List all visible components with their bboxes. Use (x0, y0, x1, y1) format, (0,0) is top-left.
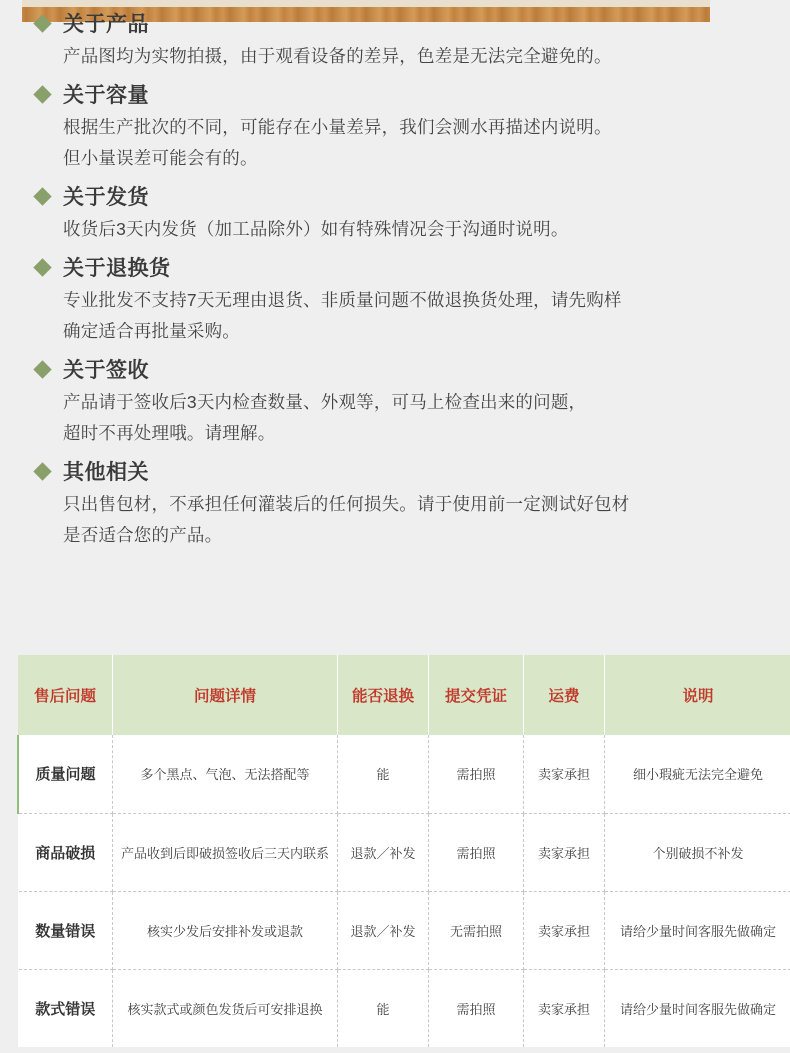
table-cell-proof: 需拍照 (429, 813, 524, 891)
table-cell-shipping: 卖家承担 (524, 969, 605, 1047)
table-body (18, 735, 790, 1047)
note-header (36, 352, 768, 386)
table-cell-note: 请给少量时间客服先做确定 (605, 969, 790, 1047)
table-cell-issue: 质量问题 (18, 735, 113, 813)
table-cell-detail: 产品收到后即破损签收后三天内联系 (113, 813, 338, 891)
table-header-row (18, 655, 790, 735)
table-cell-issue: 商品破损 (18, 813, 113, 891)
note-block (0, 179, 790, 248)
diamond-bullet-icon (33, 462, 51, 480)
note-body (36, 284, 768, 350)
table-cell-returnable: 能 (338, 969, 429, 1047)
diamond-bullet-icon (33, 14, 51, 32)
diamond-bullet-icon (33, 85, 51, 103)
table-cell-returnable: 能 (338, 735, 429, 813)
table-cell-detail: 核实少发后安排补发或退款 (113, 891, 338, 969)
table-cell-returnable: 退款／补发 (338, 891, 429, 969)
note-title: 关于容量 (63, 84, 149, 107)
note-header (36, 6, 768, 40)
note-title: 关于签收 (63, 359, 149, 382)
table-header-cell: 说明 (605, 655, 790, 735)
note-body (36, 213, 768, 248)
table-cell-returnable: 退款／补发 (338, 813, 429, 891)
note-body (36, 111, 768, 177)
table-cell-note: 个别破损不补发 (605, 813, 790, 891)
table-cell-proof: 无需拍照 (429, 891, 524, 969)
note-body (36, 488, 768, 554)
note-line: 只出售包材，不承担任何灌装后的任何损失。请于使用前一定测试好包材 (63, 494, 630, 514)
note-line: 确定适合再批量采购。 (63, 321, 240, 341)
note-block (0, 352, 790, 452)
note-line: 专业批发不支持7天无理由退货、非质量问题不做退换货处理，请先购样 (63, 290, 622, 310)
aftersale-table-wrap (17, 655, 776, 1047)
table-header-cell: 问题详情 (113, 655, 338, 735)
note-title: 关于产品 (63, 13, 149, 36)
note-body (36, 386, 768, 452)
table-cell-proof: 需拍照 (429, 735, 524, 813)
table-cell-note: 请给少量时间客服先做确定 (605, 891, 790, 969)
note-line: 产品图均为实物拍摄，由于观看设备的差异，色差是无法完全避免的。 (63, 46, 612, 66)
note-header (36, 454, 768, 488)
table-cell-issue: 数量错误 (18, 891, 113, 969)
table-header-cell: 能否退换 (338, 655, 429, 735)
note-block (0, 77, 790, 177)
table-cell-detail: 多个黑点、气泡、无法搭配等 (113, 735, 338, 813)
table-row (18, 969, 790, 1047)
table-cell-issue: 款式错误 (18, 969, 113, 1047)
table-cell-shipping: 卖家承担 (524, 891, 605, 969)
note-line: 根据生产批次的不同，可能存在小量差异，我们会测水再描述内说明。 (63, 117, 612, 137)
table-header-cell: 售后问题 (18, 655, 113, 735)
table-cell-note: 细小瑕疵无法完全避免 (605, 735, 790, 813)
diamond-bullet-icon (33, 187, 51, 205)
table-cell-proof: 需拍照 (429, 969, 524, 1047)
note-header (36, 250, 768, 284)
note-block (0, 6, 790, 75)
note-line: 超时不再处理哦。请理解。 (63, 423, 276, 443)
note-line: 收货后3天内发货（加工品除外）如有特殊情况会于沟通时说明。 (63, 219, 569, 239)
table-row (18, 813, 790, 891)
table-header-cell: 提交凭证 (429, 655, 524, 735)
note-title: 其他相关 (63, 461, 149, 484)
table-row (18, 735, 790, 813)
table-cell-detail: 核实款式或颜色发货后可安排退换 (113, 969, 338, 1047)
table-cell-shipping: 卖家承担 (524, 813, 605, 891)
note-line: 产品请于签收后3天内检查数量、外观等，可马上检查出来的问题， (63, 392, 587, 412)
note-line: 但小量误差可能会有的。 (63, 148, 258, 168)
diamond-bullet-icon (33, 360, 51, 378)
note-header (36, 179, 768, 213)
note-block (0, 250, 790, 350)
table-header-cell: 运费 (524, 655, 605, 735)
aftersale-table (17, 655, 790, 1047)
table-row (18, 891, 790, 969)
note-title: 关于退换货 (63, 257, 171, 280)
diamond-bullet-icon (33, 258, 51, 276)
note-line: 是否适合您的产品。 (63, 525, 223, 545)
table-cell-shipping: 卖家承担 (524, 735, 605, 813)
table-head (18, 655, 790, 735)
note-header (36, 77, 768, 111)
note-title: 关于发货 (63, 186, 149, 209)
note-body (36, 40, 768, 75)
note-block (0, 454, 790, 554)
